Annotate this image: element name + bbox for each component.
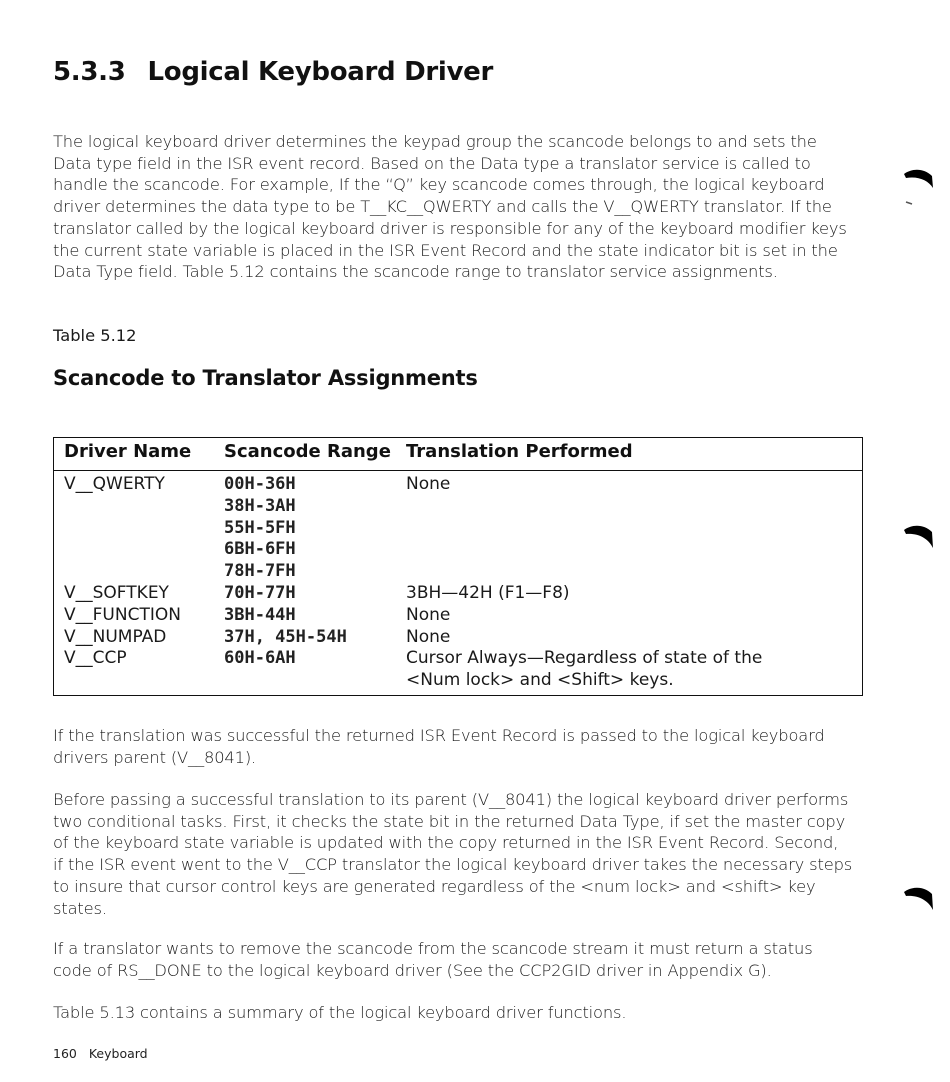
table-cell-range: 3BH-44H [224, 604, 296, 625]
table-cell-range: 38H-3AH [224, 495, 296, 516]
header-translation: Translation Performed [406, 441, 633, 462]
intro-paragraph: The logical keyboard driver determines the keypad group the scancode belongs to and sets the Data type field in the ISR event record. Based on the Data type a translator service is called to handle the scancode. For example, If the “Q” key scancode comes through, the logical keyboard driver determines the data type to be T__KC__QWERTY and calls the V__QWERTY translator. If the translator called by the logical keyboard driver is responsible for any of the keyboard modifier keys the current state variable is placed in the ISR Event Record and the state indicator bit is set in the Data Type field. Table 5.12 contains the scancode range to translator service assignments. [53, 132, 847, 282]
binder-hole-mark [902, 166, 936, 206]
body-paragraph: Table 5.13 contains a summary of the logical keyboard driver functions. [53, 1003, 627, 1022]
table-cell-translation: <Num lock> and <Shift> keys. [406, 670, 674, 691]
table-cell-translation: None [406, 626, 451, 647]
section-heading [53, 57, 493, 87]
table-cell-range: 6BH-6FH [224, 539, 296, 560]
table-caption: Table 5.12 [53, 326, 137, 345]
table-cell-translation: Cursor Always—Regardless of state of the [406, 648, 763, 669]
binder-hole-mark [902, 524, 936, 554]
body-paragraph: Before passing a successful translation to its parent (V__8041) the logical keyboard driver performs two conditional tasks. First, it checks the state bit in the returned Data Type, if set the master copy of the keyboard state variable is updated with the copy returned in the ISR Event Record. Second, if the ISR event went to the V__CCP translator the logical keyboard driver takes the necessary steps to insure that cursor control keys are generated regardless of the <num lock> and <shift> key states. [53, 790, 853, 918]
table-cell-translation: 3BH—42H (F1—F8) [406, 583, 570, 603]
table-cell-range: 55H-5FH [224, 517, 296, 538]
translator-table [53, 437, 863, 696]
table-body [54, 471, 862, 695]
table-cell-range: 00H-36H [224, 474, 296, 494]
table-cell-driver: V__QWERTY [64, 474, 165, 494]
body-paragraph: If a translator wants to remove the scancode from the scancode stream it must return a status code of RS__DONE to the logical keyboard driver (See the CCP2GID driver in Appendix G). [53, 939, 813, 980]
table-cell-range: 78H-7FH [224, 561, 296, 582]
section-title: Logical Keyboard Driver [147, 57, 494, 87]
table-cell-driver: V__CCP [64, 648, 127, 669]
page-number: 160 [53, 1046, 77, 1061]
binder-hole-mark [902, 886, 936, 916]
body-paragraph: If the translation was successful the returned ISR Event Record is passed to the logical keyboard drivers parent (V__8041). [53, 726, 825, 767]
running-footer-chapter: Keyboard [88, 1046, 148, 1061]
table-cell-translation: None [406, 474, 451, 494]
table-cell-driver: V__FUNCTION [64, 604, 181, 625]
table-cell-range: 70H-77H [224, 583, 296, 603]
header-scancode-range: Scancode Range [224, 441, 391, 462]
table-header-row [54, 438, 862, 471]
header-driver-name: Driver Name [64, 441, 192, 462]
table-cell-driver: V__SOFTKEY [64, 583, 169, 603]
table-cell-range: 37H, 45H-54H [224, 626, 347, 647]
table-cell-driver: V__NUMPAD [64, 626, 167, 647]
table-cell-translation: None [406, 604, 451, 625]
page-footer [53, 1046, 160, 1061]
table-title: Scancode to Translator Assignments [53, 366, 478, 390]
table-cell-range: 60H-6AH [224, 648, 296, 669]
section-number: 5.3.3 [53, 57, 126, 87]
